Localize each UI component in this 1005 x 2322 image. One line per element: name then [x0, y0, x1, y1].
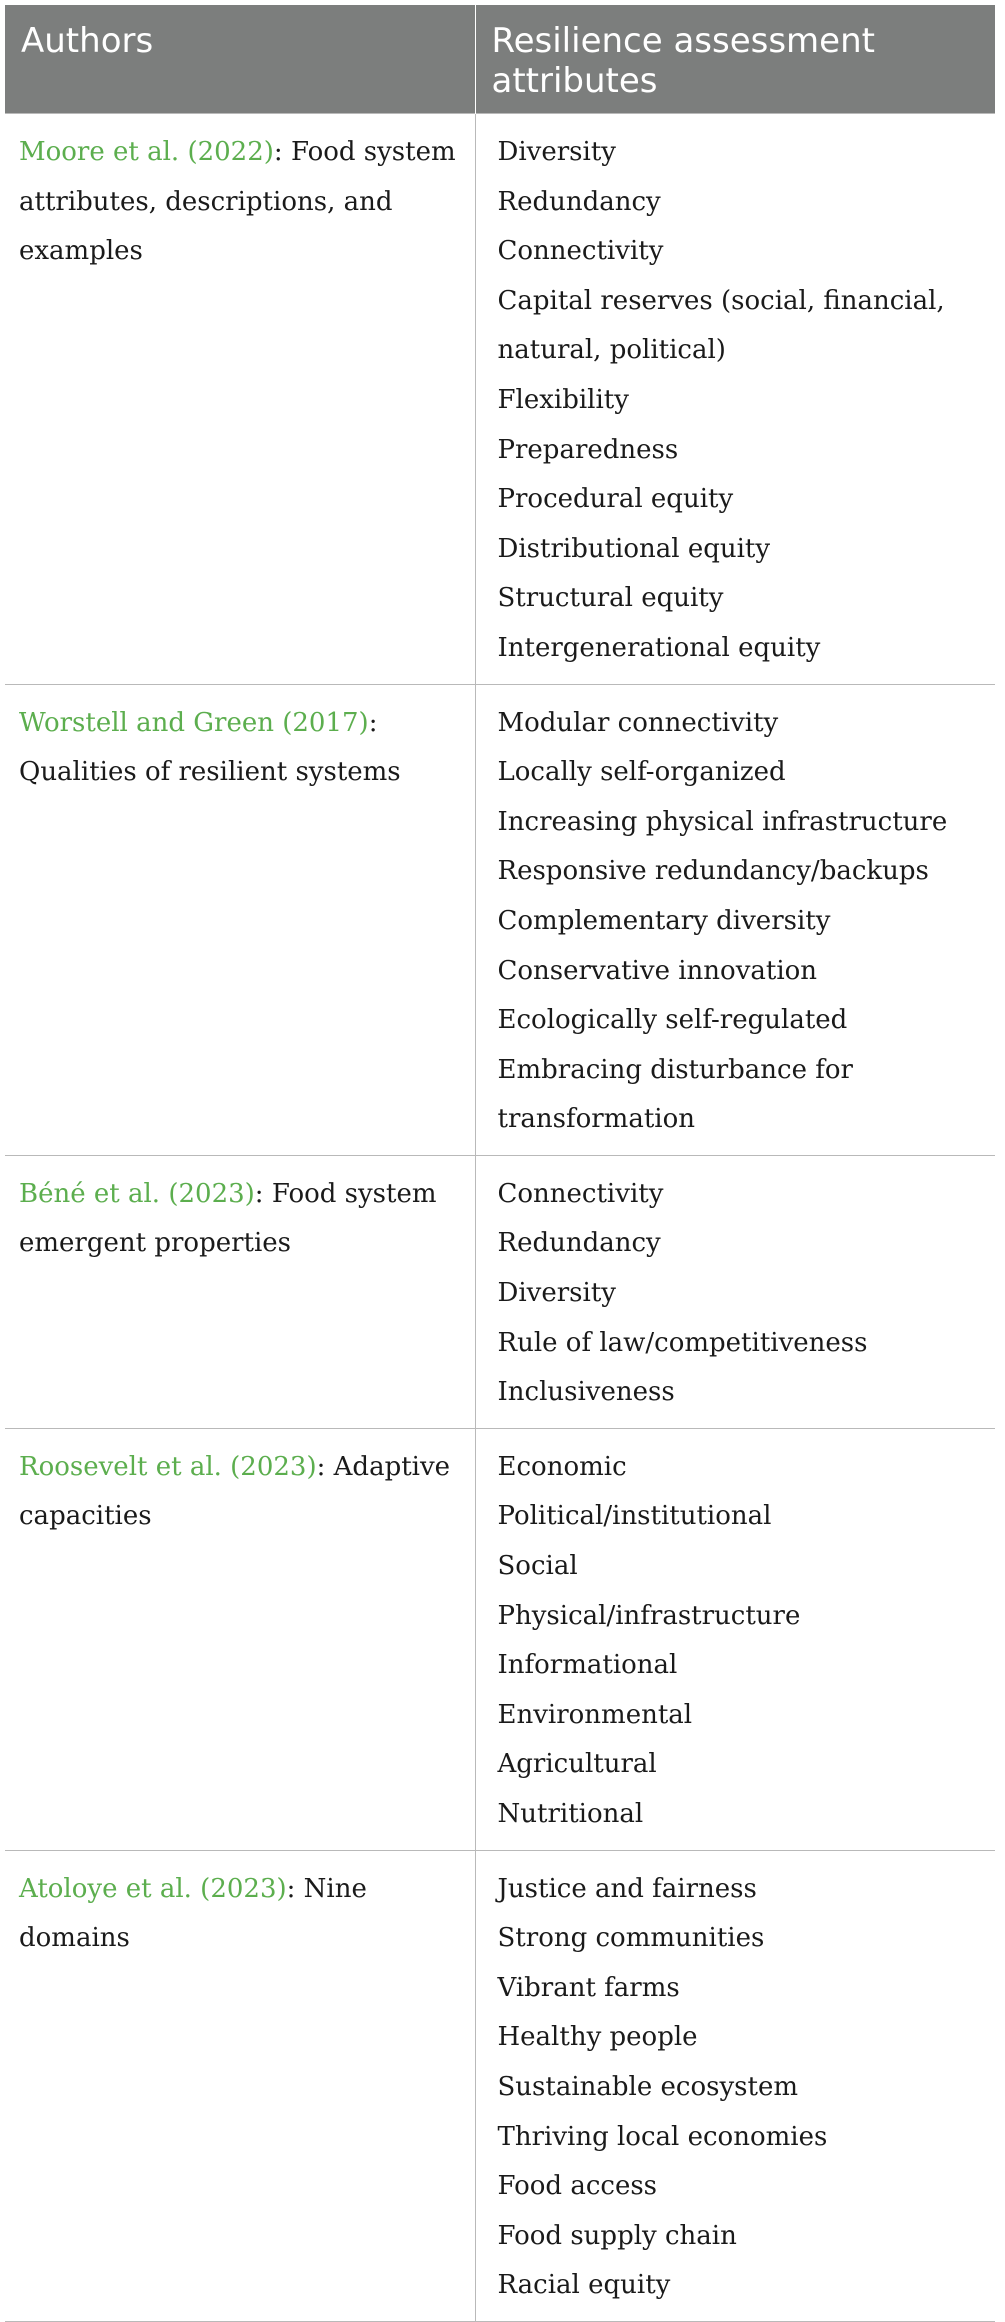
attribute-item: Diversity — [497, 1278, 616, 1309]
attribute-item: Connectivity — [497, 236, 664, 267]
attribute-item: Capital reserves (social, financial, natural, political) — [497, 285, 945, 366]
table-row — [5, 114, 995, 685]
attribute-item: Intergenerational equity — [497, 632, 821, 663]
attribute-item: Diversity — [497, 137, 616, 167]
attribute-item: Agricultural — [497, 1749, 657, 1780]
author-description: : Food system attributes, descriptions, and examples — [19, 137, 456, 267]
header-row — [5, 5, 995, 114]
attribute-item: Rule of law/competitiveness — [497, 1327, 868, 1358]
author-description: : Qualities of resilient systems — [19, 707, 401, 788]
table-row — [5, 1155, 995, 1428]
table-row — [5, 1850, 995, 2321]
attribute-item: Structural equity — [497, 583, 724, 614]
author-description: : Food system emergent properties — [19, 1178, 437, 1259]
author-cell — [5, 684, 475, 1155]
attribute-item: Conservative innovation — [497, 955, 818, 986]
attribute-item: Preparedness — [497, 434, 679, 465]
attribute-item: Healthy people — [497, 2022, 698, 2053]
table-row — [5, 1428, 995, 1850]
attribute-item: Inclusiveness — [497, 1377, 675, 1408]
author-description: : Adaptive capacities — [19, 1451, 451, 1532]
attribute-item: Nutritional — [497, 1799, 644, 1829]
attribute-item: Political/institutional — [497, 1501, 772, 1532]
citation-link[interactable]: Worstell and Green (2017) — [19, 707, 369, 738]
author-description: : Nine domains — [19, 1873, 367, 1954]
attribute-item: Procedural equity — [497, 484, 734, 515]
attribute-item: Thriving local economies — [497, 2121, 828, 2152]
citation-link[interactable]: Roosevelt et al. (2023) — [19, 1451, 317, 1482]
attribute-item: Embracing disturbance for transformation — [497, 1054, 853, 1135]
attribute-item: Informational — [497, 1650, 678, 1681]
citation-link[interactable]: Béné et al. (2023) — [19, 1178, 255, 1209]
attribute-item: Responsive redundancy/backups — [497, 856, 929, 887]
attribute-item: Economic — [497, 1451, 627, 1482]
authors-column-header: Authors — [5, 5, 475, 114]
attribute-item: Redundancy — [497, 1228, 661, 1259]
attributes-column-header: Resilience assessment attributes — [475, 5, 995, 114]
attribute-item: Physical/infrastructure — [497, 1600, 801, 1631]
author-cell — [5, 1850, 475, 2321]
attribute-item: Connectivity — [497, 1178, 664, 1209]
table-row — [5, 684, 995, 1155]
attribute-item: Increasing physical infrastructure — [497, 806, 948, 837]
attribute-item: Environmental — [497, 1699, 693, 1730]
citation-link[interactable]: Atoloye et al. (2023) — [19, 1873, 287, 1904]
resilience-attributes-table — [5, 5, 995, 2322]
attribute-item: Food supply chain — [497, 2220, 737, 2251]
attributes-cell — [475, 114, 995, 685]
attribute-item: Food access — [497, 2171, 658, 2202]
author-cell — [5, 114, 475, 685]
attribute-item: Redundancy — [497, 186, 661, 217]
attribute-item: Flexibility — [497, 384, 629, 415]
author-cell — [5, 1428, 475, 1850]
attribute-item: Complementary diversity — [497, 905, 831, 936]
attribute-item: Ecologically self-regulated — [497, 1005, 848, 1036]
attribute-item: Strong communities — [497, 1923, 765, 1954]
attribute-item: Distributional equity — [497, 533, 771, 564]
attributes-cell — [475, 684, 995, 1155]
attribute-item: Sustainable ecosystem — [497, 2071, 798, 2102]
author-cell — [5, 1155, 475, 1428]
attributes-cell — [475, 1155, 995, 1428]
table-header — [5, 5, 995, 114]
attribute-item: Modular connectivity — [497, 707, 779, 738]
table-body — [5, 114, 995, 2322]
attribute-item: Vibrant farms — [497, 1972, 680, 2003]
attribute-item: Racial equity — [497, 2270, 671, 2301]
citation-link[interactable]: Moore et al. (2022) — [19, 137, 274, 167]
attribute-item: Social — [497, 1551, 578, 1582]
attribute-item: Justice and fairness — [497, 1873, 757, 1904]
attributes-cell — [475, 1850, 995, 2321]
attributes-cell — [475, 1428, 995, 1850]
attribute-item: Locally self-organized — [497, 757, 786, 788]
